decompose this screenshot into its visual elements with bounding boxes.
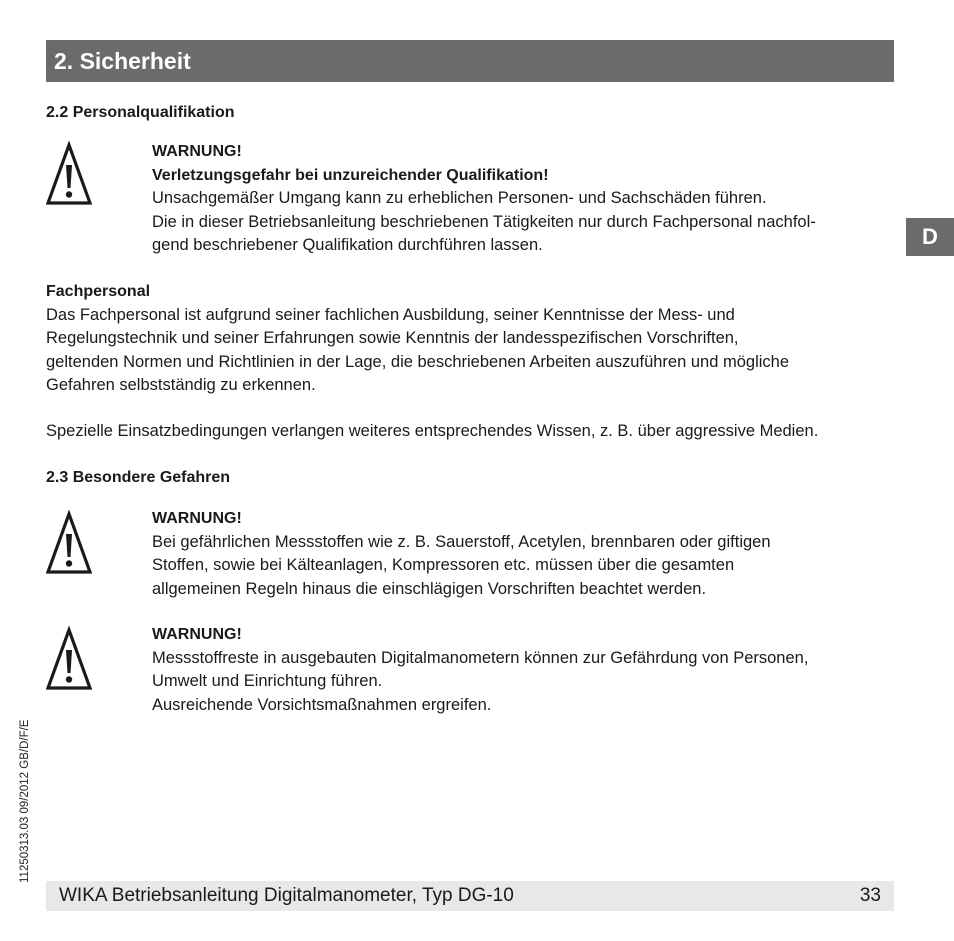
paragraph-line: geltenden Normen und Richtlinien in der Lage, die beschriebenen Arbeiten auszuführen und mögliche [46,352,789,371]
document-code: 11250313.03 09/2012 GB/D/F/E [19,719,31,883]
language-tab [906,218,954,256]
warning-line: Unsachgemäßer Umgang kann zu erheblichen Personen- und Sachschäden führen. [152,189,767,207]
warning-triangle-icon [46,141,92,205]
warning-line: Ausreichende Vorsichtsmaßnahmen ergreifen. [152,695,492,714]
section-title: 2. Sicherheit [54,47,191,74]
warning-line: Stoffen, sowie bei Kälteanlagen, Kompressoren etc. müssen über die gesamten [152,556,735,574]
paragraph-line: Gefahren selbstständig zu erkennen. [46,376,316,394]
warning-label: WARNUNG! [152,143,242,160]
footer-title: WIKA Betriebsanleitung Digitalmanometer, Typ DG-10 [59,885,514,906]
warning-messstoffe [152,507,894,601]
warning-line: Die in dieser Betriebsanleitung beschriebenen Tätigkeiten nur durch Fachpersonal nachfol- [152,212,816,231]
warning-line: Messstoffreste in ausgebauten Digitalmanometern können zur Gefährdung von Personen, [152,648,809,667]
warning-triangle-icon [46,626,92,690]
warning-line: gend beschriebener Qualifikation durchführen lassen. [152,236,543,254]
paragraph-fachpersonal [46,280,894,398]
warning-line: Bei gefährlichen Messstoffen wie z. B. Sauerstoff, Acetylen, brennbaren oder giftigen [152,532,771,551]
page-footer [46,881,894,911]
warning-triangle-icon [46,510,92,574]
heading-personalqualifikation: 2.2 Personalqualifikation [46,104,235,121]
paragraph-special-conditions: Spezielle Einsatzbedingungen verlangen weiteres entsprechendes Wissen, z. B. über aggressive Medien. [46,422,819,440]
warning-line: allgemeinen Regeln hinaus die einschlägigen Vorschriften beachtet werden. [152,579,707,598]
warning-label: WARNUNG! [152,626,242,643]
warning-line: Umwelt und Einrichtung führen. [152,672,383,690]
paragraph-line: Das Fachpersonal ist aufgrund seiner fachlichen Ausbildung, seiner Kenntnisse der Mess- und [46,305,735,324]
warning-qualifikation [152,140,894,258]
warning-title: Verletzungsgefahr bei unzureichender Qualifikation! [152,166,549,184]
paragraph-line: Regelungstechnik und seiner Erfahrungen sowie Kenntnis der landesspezifischen Vorschriften, [46,329,739,347]
language-tab-label: D [922,224,938,249]
heading-besondere-gefahren: 2.3 Besondere Gefahren [46,469,231,486]
warning-messstoffreste [152,623,894,717]
section-title-bar [46,40,894,82]
fachpersonal-heading: Fachpersonal [46,283,151,300]
page-number: 33 [859,885,881,906]
warning-label: WARNUNG! [152,510,242,527]
